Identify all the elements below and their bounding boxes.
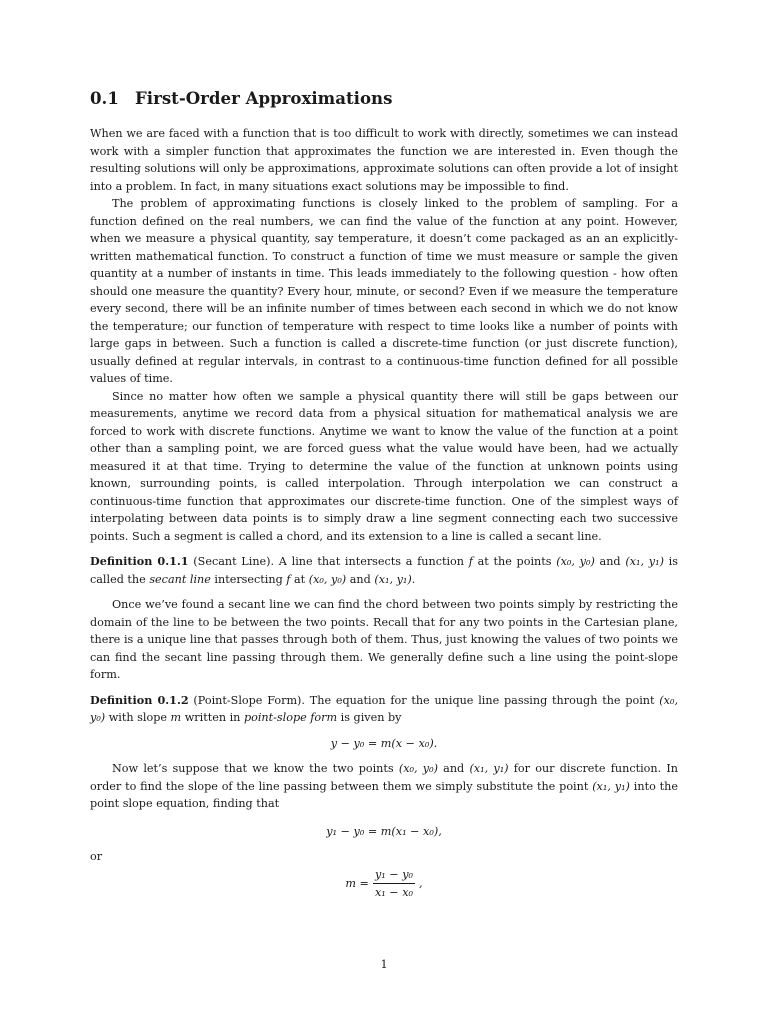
slope-lhs: m = (345, 876, 369, 890)
paragraph-3: Since no matter how often we sample a physical quantity there will still be gaps between our measurements, anytime we record data from a physical situation for mathematical analysis we are forced to work with discrete functions. Anytime we want to know the value of the function at a point other than a sampling point, we are forced guess what the value would have been, had we actually measured it at that time. Trying to determine the value of the function at unknown points using known, surrounding points, is called interpolation. Through interpolation we can construct a continuous-time function that approximates our discrete-time function. One of the simplest ways of interpolating between data points is to simply draw a line segment connecting each two successive points. Such a segment is called a chord, and its extension to a line is called a secant line. (90, 389, 678, 543)
section-heading (90, 88, 392, 108)
paragraph-text: Now let’s suppose that we know the two points (112, 762, 399, 775)
math-f: f (286, 572, 291, 586)
paragraph-text: into the point slope equation, finding that (90, 779, 678, 810)
definition-text: at the points (472, 555, 557, 568)
equation-point-slope: y − y₀ = m(x − x₀). (330, 736, 438, 750)
math-point-1: (x₁, y₁) (374, 572, 412, 586)
definition-text: with slope (105, 711, 171, 724)
definition-text: and (594, 555, 626, 568)
equation-comma: , (419, 876, 423, 890)
paragraph-text: and (437, 762, 470, 775)
fraction-denominator: x₁ − x₀ (374, 886, 414, 899)
fraction-numerator: y₁ − y₀ (373, 866, 415, 885)
math-f: f (468, 555, 473, 568)
definition-text: The equation for the unique line passing through the point (304, 693, 660, 707)
definition-name: (Secant Line). (193, 555, 275, 568)
math-point-1: (x₁, y₁) (469, 762, 509, 775)
definition-text: at (290, 572, 309, 586)
equation-substituted: y₁ − y₀ = m(x₁ − x₀), (326, 824, 442, 838)
paragraph-1: When we are faced with a function that is too difficult to work with directly, sometimes we can instead work with a simpler function that approximates the function we are interested in. Even though the resulting solutions will only be approximations, approximate solutions can often provide a lot of insight into a problem. In fact, in many situations exact solutions may be impossible to find. (90, 127, 678, 193)
equation-slope (90, 866, 678, 902)
math-point-1: (x₁, y₁) (625, 555, 664, 568)
paragraph-4: Once we’ve found a secant line we can find the chord between two points simply by restricting the domain of the line to be between the two points. Recall that for any two points in the Cartesian plane, there is a unique line that passes through both of them. Thus, just knowing the values of two points we can find the secant line passing through them. We generally define such a line using the point-slope form. (90, 598, 678, 681)
definition-text: written in (181, 711, 244, 724)
math-point-1: (x₁, y₁) (592, 779, 630, 793)
body-text (90, 125, 678, 902)
definition-text: is called the (90, 555, 678, 586)
math-point-0: (x₀, y₀) (308, 572, 347, 586)
math-point-0: (x₀, y₀) (556, 555, 595, 568)
definition-text: . (411, 572, 416, 586)
definition-label: Definition 0.1.1 (90, 554, 189, 568)
section-number: 0.1 (90, 88, 119, 108)
math-point-0: (x₀, y₀) (398, 762, 438, 775)
definition-secant-line (90, 553, 678, 588)
connective-or: or (90, 850, 103, 863)
slope-fraction (373, 866, 415, 902)
definition-text: A line that intersects a function (274, 555, 469, 568)
definition-term: secant line (149, 572, 211, 586)
paragraph-2: The problem of approximating functions is closely linked to the problem of sampling. For a function defined on the real numbers, we can find the value of the function at any point. However, when we measure a physical quantity, say temperature, it doesn’t come packaged as an an explicitly-written mathematical function. To construct a function of time we must measure or sample the given quantity at a number of instants in time. This leads immediately to the following question - how often should one measure the quantity? Every hour, minute, or second? Even if we measure the temperature every second, there will be an infinite number of times between each second in which we do not know the temperature; our function of temperature with respect to time looks like a number of points with large gaps in between. Such a function is called a discrete-time function (or just discrete function), usually defined at regular intervals, in contrast to a continuous-time function defined for all possible values of time. (90, 197, 678, 385)
definition-name: (Point-Slope Form). (193, 693, 305, 707)
paragraph-5 (90, 760, 678, 813)
paragraph-text: for our discrete function. In order to find the slope of the line passing between them we simply substitute the point (90, 762, 678, 793)
page-number: 1 (380, 958, 388, 971)
definition-text: intersecting (210, 572, 287, 586)
definition-text: and (346, 572, 375, 586)
math-m: m (170, 711, 182, 724)
definition-point-slope (90, 692, 678, 727)
math-point-0: (x₀, y₀) (90, 693, 679, 724)
definition-text: is given by (337, 711, 402, 724)
section-title: First-Order Approximations (135, 88, 393, 108)
definition-label: Definition 0.1.2 (90, 692, 189, 707)
definition-term: point-slope form (243, 711, 338, 724)
